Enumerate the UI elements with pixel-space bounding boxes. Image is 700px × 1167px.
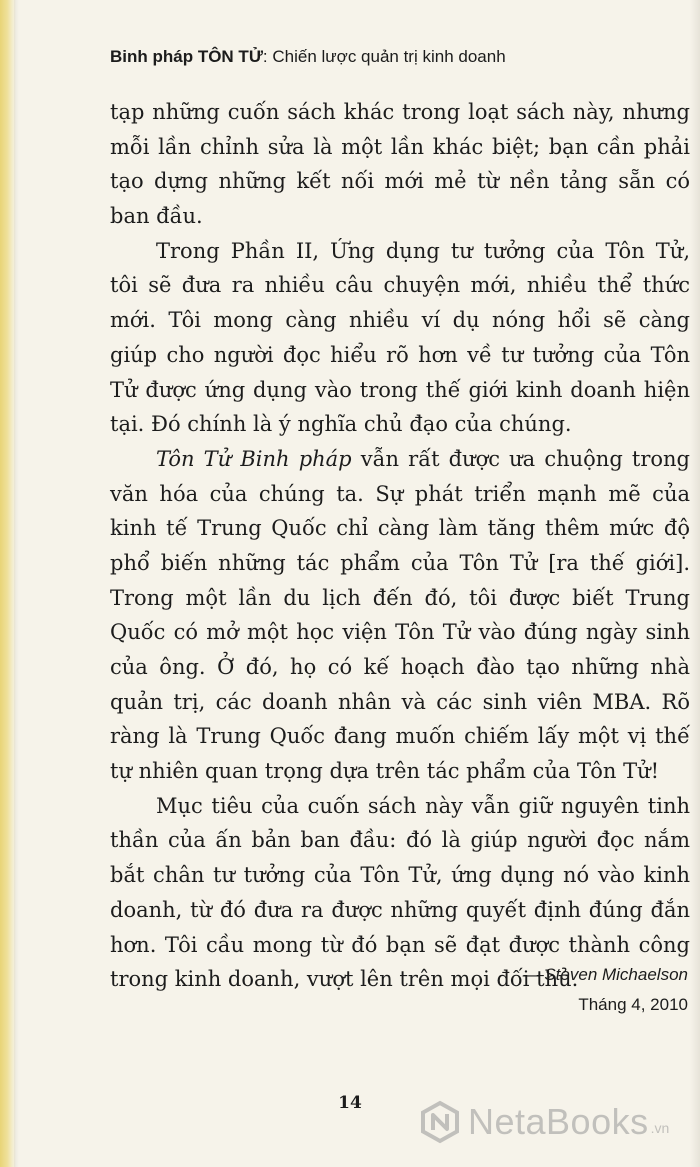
running-header [110,45,670,69]
text-line: ràng là Trung Quốc đang muốn chiếm lấy một vị thế [110,724,690,749]
watermark-text: NetaBooks [468,1101,649,1142]
text-line: giúp cho người đọc hiểu rõ hơn về tư tưởng của Tôn [110,342,690,367]
page-right-edge [690,0,700,1167]
text-line: Quốc có mở một học viện Tôn Tử vào đúng ngày sinh [110,620,690,645]
text-line: tạp những cuốn sách khác trong loạt sách này, nhưng [110,100,690,124]
watermark [418,1100,669,1144]
text-line: tạo dựng những kết nối mới mẻ từ nền tảng sẵn có [110,169,690,194]
text-line: tôi sẽ đưa ra nhiều câu chuyện mới, nhiều thể thức [110,273,690,298]
text-line: doanh, từ đó đưa ra được những quyết định đúng đắn [110,897,690,922]
running-header-title: Binh pháp TÔN TỬ [110,47,263,66]
signature-block [523,960,688,1020]
paragraph [110,442,690,789]
spine-shadow [14,0,19,1167]
text-line: mới. Tôi mong càng nhiều ví dụ nóng hổi sẽ càng [110,308,690,333]
text-line: hơn. Tôi cầu mong từ đó bạn sẽ đạt được thành công [110,932,690,957]
text-line: phổ biến những tác phẩm của Tôn Tử [ra thế giới]. [110,550,690,575]
paragraph [110,95,690,234]
text-line: tại. Đó chính là ý nghĩa chủ đạo của chúng. [110,412,572,437]
text-line: ban đầu. [110,204,203,229]
text-line: Mục tiêu của cuốn sách này vẫn giữ nguyên tinh [156,793,690,818]
signature-author: — Steven Michaelson [522,965,688,984]
signature-date: Tháng 4, 2010 [578,995,688,1014]
text-line: mỗi lần chỉnh sửa là một lần khác biệt; bạn cần phải [110,134,690,159]
page-number: 14 [338,1093,362,1113]
running-header-subtitle: : Chiến lược quản trị kinh doanh [262,47,506,66]
body-text [110,95,690,997]
text-line: kinh tế Trung Quốc chỉ càng làm tăng thêm mức độ [110,516,690,541]
watermark-suffix: .vn [650,1120,670,1136]
text-line: bắt chân tư tưởng của Tôn Tử, ứng dụng nó vào kinh [110,863,690,888]
text-line: trong kinh doanh, vượt lên trên mọi đối thủ. [110,967,579,992]
text-line: quản trị, các doanh nhân và các sinh viên MBA. Rõ [110,689,690,714]
text-line: tự nhiên quan trọng dựa trên tác phẩm của Tôn Tử! [110,759,660,784]
paragraph [110,234,690,442]
text-line: Trong một lần du lịch đến đó, tôi được biết Trung [110,585,690,610]
text-line-rest: vẫn rất được ưa chuộng trong [351,446,690,471]
text-line: văn hóa của chúng ta. Sự phát triển mạnh mẽ của [110,481,690,506]
text-line: Tử được ứng dụng vào trong thế giới kinh doanh hiện [110,377,690,402]
text-line: thần của ấn bản ban đầu: đó là giúp người đọc nắm [110,828,690,853]
text-line: Trong Phần II, Ứng dụng tư tưởng của Tôn Tử, [156,238,690,263]
netabooks-logo-icon [418,1100,462,1144]
text-line [110,442,690,477]
book-title-italic: Tôn Tử Binh pháp [156,446,352,471]
text-line: của ông. Ở đó, họ có kế hoạch đào tạo những nhà [110,655,690,679]
